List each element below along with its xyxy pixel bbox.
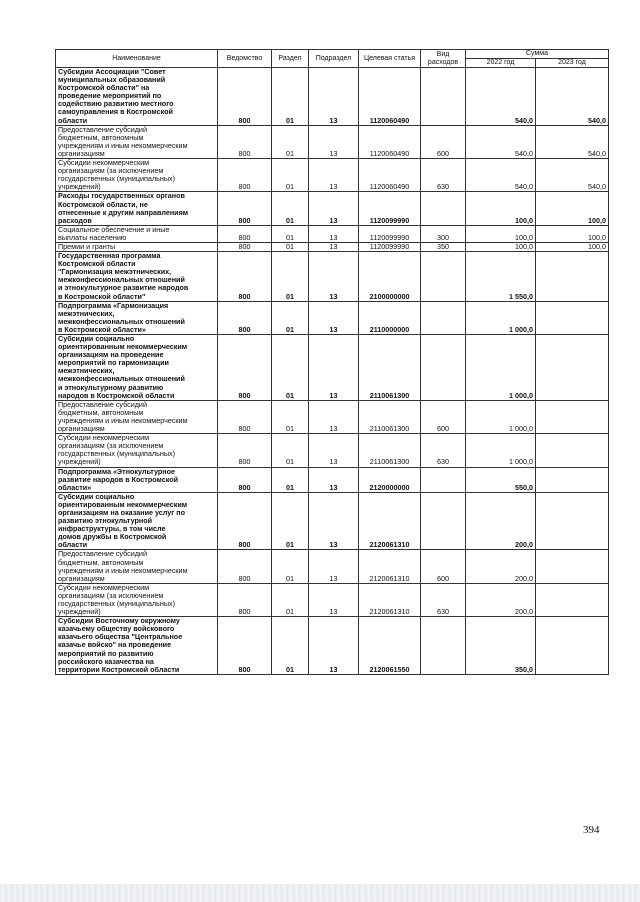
cell-sum-2022: 200,0 bbox=[466, 492, 536, 550]
cell-podrazdel: 13 bbox=[309, 550, 359, 583]
cell-name-line: учреждений) bbox=[58, 457, 101, 467]
cell-sum-2023: 540,0 bbox=[536, 159, 609, 192]
cell-podrazdel: 13 bbox=[309, 242, 359, 251]
cell-razdel: 01 bbox=[272, 550, 309, 583]
cell-name-line: бюджетным, автономным bbox=[58, 132, 144, 142]
cell-celevaya: 1120060490 bbox=[359, 159, 421, 192]
cell-name-line: организациям bbox=[58, 573, 105, 583]
cell-name-line: Предоставление субсидий bbox=[58, 125, 147, 134]
cell-razdel: 01 bbox=[272, 192, 309, 225]
cell-razdel: 01 bbox=[272, 159, 309, 192]
cell-ved: 800 bbox=[218, 492, 272, 550]
cell-sum-2022: 550,0 bbox=[466, 467, 536, 492]
cell-sum-2023: 100,0 bbox=[536, 242, 609, 251]
cell-podrazdel: 13 bbox=[309, 159, 359, 192]
cell-sum-2022: 200,0 bbox=[466, 550, 536, 583]
cell-name-line: территории Костромской области bbox=[58, 664, 180, 674]
cell-celevaya: 1120060490 bbox=[359, 68, 421, 126]
cell-ved: 800 bbox=[218, 242, 272, 251]
cell-ved: 800 bbox=[218, 434, 272, 467]
cell-name-line: межконфессиональных отношений bbox=[58, 275, 185, 285]
cell-podrazdel: 13 bbox=[309, 492, 359, 550]
cell-podrazdel: 13 bbox=[309, 617, 359, 675]
cell-razdel: 01 bbox=[272, 617, 309, 675]
cell-sum-2023 bbox=[536, 335, 609, 401]
table-row bbox=[56, 252, 609, 302]
cell-name-line: бюджетным, автономным bbox=[58, 407, 144, 417]
cell-vid bbox=[421, 252, 466, 302]
scan-edge-band bbox=[0, 884, 640, 902]
cell-name-line: межэтнических, bbox=[58, 308, 115, 318]
cell-name-line: выплаты населению bbox=[58, 232, 127, 242]
cell-ved: 800 bbox=[218, 252, 272, 302]
cell-name bbox=[56, 68, 218, 126]
cell-name-line: в Костромской области» bbox=[58, 324, 146, 334]
cell-podrazdel: 13 bbox=[309, 252, 359, 302]
cell-sum-2022: 350,0 bbox=[466, 617, 536, 675]
cell-ved: 800 bbox=[218, 68, 272, 126]
cell-name-line: межконфессиональных отношений bbox=[58, 374, 185, 384]
cell-sum-2022: 540,0 bbox=[466, 68, 536, 126]
cell-name bbox=[56, 550, 218, 583]
table-row bbox=[56, 335, 609, 401]
cell-ved: 800 bbox=[218, 335, 272, 401]
cell-name bbox=[56, 301, 218, 334]
cell-celevaya: 2120061310 bbox=[359, 492, 421, 550]
header-name: Наименование bbox=[56, 50, 218, 68]
cell-name-line: самоуправления в Костромской bbox=[58, 107, 173, 117]
cell-name-line: учреждениям и иным некоммерческим bbox=[58, 140, 188, 150]
cell-name-line: народов в Костромской области bbox=[58, 390, 175, 400]
header-year-2023: 2023 год bbox=[536, 59, 609, 68]
cell-sum-2023 bbox=[536, 434, 609, 467]
cell-name-line: и этнокультурное развитие народов bbox=[58, 283, 189, 293]
cell-razdel: 01 bbox=[272, 434, 309, 467]
cell-vid: 350 bbox=[421, 242, 466, 251]
cell-sum-2022: 1 550,0 bbox=[466, 252, 536, 302]
cell-name-line: содействию развитию местного bbox=[58, 99, 174, 109]
cell-name-line: Костромской области bbox=[58, 259, 136, 269]
cell-sum-2022: 100,0 bbox=[466, 192, 536, 225]
cell-name bbox=[56, 225, 218, 242]
cell-name-line: межэтнических, bbox=[58, 366, 115, 376]
table-row bbox=[56, 68, 609, 126]
cell-celevaya: 2120061310 bbox=[359, 550, 421, 583]
header-vid: Вид расходов bbox=[421, 50, 466, 68]
cell-name-line: организациям (за исключением bbox=[58, 441, 164, 451]
cell-vid: 630 bbox=[421, 583, 466, 616]
cell-ved: 800 bbox=[218, 225, 272, 242]
cell-name-line: учреждениям и иным некоммерческим bbox=[58, 565, 188, 575]
cell-name-line: организациям bbox=[58, 148, 105, 158]
cell-name bbox=[56, 583, 218, 616]
cell-name-line: Предоставление субсидий bbox=[58, 400, 147, 409]
cell-podrazdel: 13 bbox=[309, 335, 359, 401]
cell-razdel: 01 bbox=[272, 301, 309, 334]
cell-name-line: организациям на проведение bbox=[58, 350, 164, 360]
cell-podrazdel: 13 bbox=[309, 583, 359, 616]
cell-name bbox=[56, 252, 218, 302]
cell-name-line: отнесенные к другим направлениям bbox=[58, 207, 189, 217]
header-celevaya: Целевая статья bbox=[359, 50, 421, 68]
cell-razdel: 01 bbox=[272, 242, 309, 251]
table-row bbox=[56, 583, 609, 616]
cell-name-line: Премии и гранты bbox=[58, 242, 116, 251]
table-row bbox=[56, 434, 609, 467]
header-razdel: Раздел bbox=[272, 50, 309, 68]
cell-name-line: Социальное обеспечение и иные bbox=[58, 225, 170, 234]
cell-celevaya: 2120061550 bbox=[359, 617, 421, 675]
cell-sum-2023: 540,0 bbox=[536, 68, 609, 126]
cell-ved: 800 bbox=[218, 550, 272, 583]
cell-razdel: 01 bbox=[272, 125, 309, 158]
cell-sum-2023 bbox=[536, 301, 609, 334]
cell-ved: 800 bbox=[218, 301, 272, 334]
cell-vid: 600 bbox=[421, 550, 466, 583]
header-podrazdel: Подраздел bbox=[309, 50, 359, 68]
cell-podrazdel: 13 bbox=[309, 400, 359, 433]
cell-name-line: Расходы государственных органов bbox=[58, 191, 185, 201]
cell-podrazdel: 13 bbox=[309, 125, 359, 158]
cell-sum-2023 bbox=[536, 252, 609, 302]
cell-celevaya: 2110061300 bbox=[359, 434, 421, 467]
cell-name-line: Подпрограмма «Этнокультурное bbox=[58, 467, 175, 476]
cell-name-line: учреждениям и иным некоммерческим bbox=[58, 415, 188, 425]
cell-ved: 800 bbox=[218, 617, 272, 675]
cell-sum-2023 bbox=[536, 550, 609, 583]
cell-sum-2023 bbox=[536, 467, 609, 492]
table-row bbox=[56, 242, 609, 251]
cell-name-line: Подпрограмма «Гармонизация bbox=[58, 301, 169, 310]
cell-name bbox=[56, 125, 218, 158]
cell-name-line: организациям на оказание услуг по bbox=[58, 507, 185, 517]
cell-vid bbox=[421, 617, 466, 675]
cell-name-line: ориентированным некоммерческим bbox=[58, 342, 188, 352]
cell-name-line: российского казачества на bbox=[58, 656, 154, 666]
cell-sum-2023: 100,0 bbox=[536, 192, 609, 225]
cell-name-line: Субсидии Восточному окружному bbox=[58, 616, 180, 626]
cell-podrazdel: 13 bbox=[309, 68, 359, 126]
cell-vid bbox=[421, 467, 466, 492]
table-row bbox=[56, 492, 609, 550]
cell-name-line: организациям (за исключением bbox=[58, 590, 164, 600]
cell-name-line: области bbox=[58, 115, 88, 125]
cell-name-line: ориентированным некоммерческим bbox=[58, 499, 188, 509]
table-row bbox=[56, 467, 609, 492]
cell-name-line: Субсидии Ассоциации "Совет bbox=[58, 67, 166, 76]
cell-name-line: организациям (за исключением bbox=[58, 166, 164, 176]
cell-name-line: Субсидии некоммерческим bbox=[58, 583, 150, 592]
cell-name-line: государственных (муниципальных) bbox=[58, 599, 175, 608]
table-header-row bbox=[56, 50, 609, 59]
cell-name-line: развитию этнокультурной bbox=[58, 516, 153, 526]
cell-sum-2022: 540,0 bbox=[466, 125, 536, 158]
cell-celevaya: 1120099990 bbox=[359, 192, 421, 225]
cell-name bbox=[56, 434, 218, 467]
cell-sum-2022: 1 000,0 bbox=[466, 400, 536, 433]
cell-razdel: 01 bbox=[272, 492, 309, 550]
cell-name-line: бюджетным, автономным bbox=[58, 557, 144, 567]
cell-name-line: в Костромской области" bbox=[58, 291, 146, 301]
cell-podrazdel: 13 bbox=[309, 434, 359, 467]
cell-sum-2022: 200,0 bbox=[466, 583, 536, 616]
cell-name-line: организациям bbox=[58, 424, 105, 434]
cell-name-line: учреждений) bbox=[58, 182, 101, 192]
cell-celevaya: 2120000000 bbox=[359, 467, 421, 492]
cell-sum-2022: 100,0 bbox=[466, 242, 536, 251]
cell-razdel: 01 bbox=[272, 252, 309, 302]
cell-vid: 630 bbox=[421, 434, 466, 467]
cell-sum-2023: 540,0 bbox=[536, 125, 609, 158]
cell-vid: 630 bbox=[421, 159, 466, 192]
cell-name-line: казачьему обществу войскового bbox=[58, 624, 175, 634]
cell-podrazdel: 13 bbox=[309, 301, 359, 334]
table-row bbox=[56, 400, 609, 433]
cell-ved: 800 bbox=[218, 192, 272, 225]
cell-name-line: государственных (муниципальных) bbox=[58, 449, 175, 459]
table-row bbox=[56, 550, 609, 583]
cell-sum-2023 bbox=[536, 583, 609, 616]
cell-name-line: Субсидии социально bbox=[58, 334, 135, 343]
cell-vid: 600 bbox=[421, 125, 466, 158]
table-body bbox=[56, 68, 609, 675]
cell-name-line: казачье войско" на проведение bbox=[58, 640, 172, 650]
cell-name bbox=[56, 242, 218, 251]
cell-razdel: 01 bbox=[272, 583, 309, 616]
cell-name-line: Субсидии социально bbox=[58, 492, 135, 501]
cell-celevaya: 2110061300 bbox=[359, 400, 421, 433]
cell-razdel: 01 bbox=[272, 68, 309, 126]
cell-vid bbox=[421, 68, 466, 126]
cell-razdel: 01 bbox=[272, 400, 309, 433]
table-row bbox=[56, 617, 609, 675]
page-number: 394 bbox=[583, 824, 600, 836]
cell-sum-2022: 100,0 bbox=[466, 225, 536, 242]
cell-sum-2022: 1 000,0 bbox=[466, 434, 536, 467]
cell-celevaya: 2120061310 bbox=[359, 583, 421, 616]
cell-name-line: мероприятий по развитию bbox=[58, 648, 154, 658]
cell-ved: 800 bbox=[218, 159, 272, 192]
cell-name-line: области» bbox=[58, 482, 92, 492]
cell-name-line: инфраструктуры, в том числе bbox=[58, 524, 166, 534]
cell-podrazdel: 13 bbox=[309, 467, 359, 492]
header-summa: Сумма bbox=[466, 50, 609, 59]
cell-name bbox=[56, 335, 218, 401]
table-row bbox=[56, 225, 609, 242]
cell-name-line: казачьего общества "Центральное bbox=[58, 632, 183, 642]
cell-podrazdel: 13 bbox=[309, 192, 359, 225]
cell-name bbox=[56, 467, 218, 492]
cell-name bbox=[56, 617, 218, 675]
cell-podrazdel: 13 bbox=[309, 225, 359, 242]
cell-name-line: и этнокультурному развитию bbox=[58, 382, 164, 392]
cell-sum-2023: 100,0 bbox=[536, 225, 609, 242]
cell-name-line: Государственная программа bbox=[58, 251, 161, 261]
cell-name-line: мероприятий по гармонизации bbox=[58, 358, 169, 368]
cell-razdel: 01 bbox=[272, 225, 309, 242]
cell-name-line: области bbox=[58, 540, 88, 550]
cell-celevaya: 1120099990 bbox=[359, 242, 421, 251]
cell-name bbox=[56, 192, 218, 225]
cell-name-line: учреждений) bbox=[58, 607, 101, 617]
budget-table bbox=[55, 49, 609, 675]
table-row bbox=[56, 301, 609, 334]
cell-name-line: межконфессиональных отношений bbox=[58, 316, 185, 326]
cell-vid: 300 bbox=[421, 225, 466, 242]
cell-name bbox=[56, 492, 218, 550]
cell-name-line: Предоставление субсидий bbox=[58, 549, 147, 559]
cell-name-line: расходов bbox=[58, 215, 92, 225]
cell-name-line: "Гармонизация межэтнических, bbox=[58, 267, 172, 277]
cell-sum-2022: 1 000,0 bbox=[466, 335, 536, 401]
cell-celevaya: 1120060490 bbox=[359, 125, 421, 158]
cell-celevaya: 2110061300 bbox=[359, 335, 421, 401]
cell-ved: 800 bbox=[218, 125, 272, 158]
header-ved: Ведомство bbox=[218, 50, 272, 68]
cell-ved: 800 bbox=[218, 583, 272, 616]
cell-name-line: домов дружбы в Костромской bbox=[58, 532, 167, 542]
cell-sum-2023 bbox=[536, 617, 609, 675]
cell-name bbox=[56, 159, 218, 192]
cell-name-line: развитие народов в Костромской bbox=[58, 474, 179, 484]
cell-sum-2023 bbox=[536, 400, 609, 433]
cell-name-line: Костромской области" на bbox=[58, 83, 150, 93]
cell-ved: 800 bbox=[218, 400, 272, 433]
header-year-2022: 2022 год bbox=[466, 59, 536, 68]
cell-razdel: 01 bbox=[272, 335, 309, 401]
cell-sum-2022: 1 000,0 bbox=[466, 301, 536, 334]
table-row bbox=[56, 125, 609, 158]
cell-celevaya: 2100000000 bbox=[359, 252, 421, 302]
cell-razdel: 01 bbox=[272, 467, 309, 492]
cell-name-line: муниципальных образований bbox=[58, 75, 166, 85]
table-row bbox=[56, 192, 609, 225]
cell-name bbox=[56, 400, 218, 433]
cell-sum-2022: 540,0 bbox=[466, 159, 536, 192]
cell-sum-2023 bbox=[536, 492, 609, 550]
cell-vid: 600 bbox=[421, 400, 466, 433]
cell-ved: 800 bbox=[218, 467, 272, 492]
cell-vid bbox=[421, 301, 466, 334]
cell-celevaya: 1120099990 bbox=[359, 225, 421, 242]
cell-name-line: Субсидии некоммерческим bbox=[58, 433, 150, 443]
cell-name-line: проведение мероприятий по bbox=[58, 91, 162, 101]
cell-vid bbox=[421, 192, 466, 225]
cell-vid bbox=[421, 492, 466, 550]
cell-name-line: Костромской области, не bbox=[58, 199, 148, 209]
cell-name-line: Субсидии некоммерческим bbox=[58, 158, 150, 168]
cell-name-line: государственных (муниципальных) bbox=[58, 174, 175, 184]
cell-celevaya: 2110000000 bbox=[359, 301, 421, 334]
cell-vid bbox=[421, 335, 466, 401]
table-row bbox=[56, 159, 609, 192]
